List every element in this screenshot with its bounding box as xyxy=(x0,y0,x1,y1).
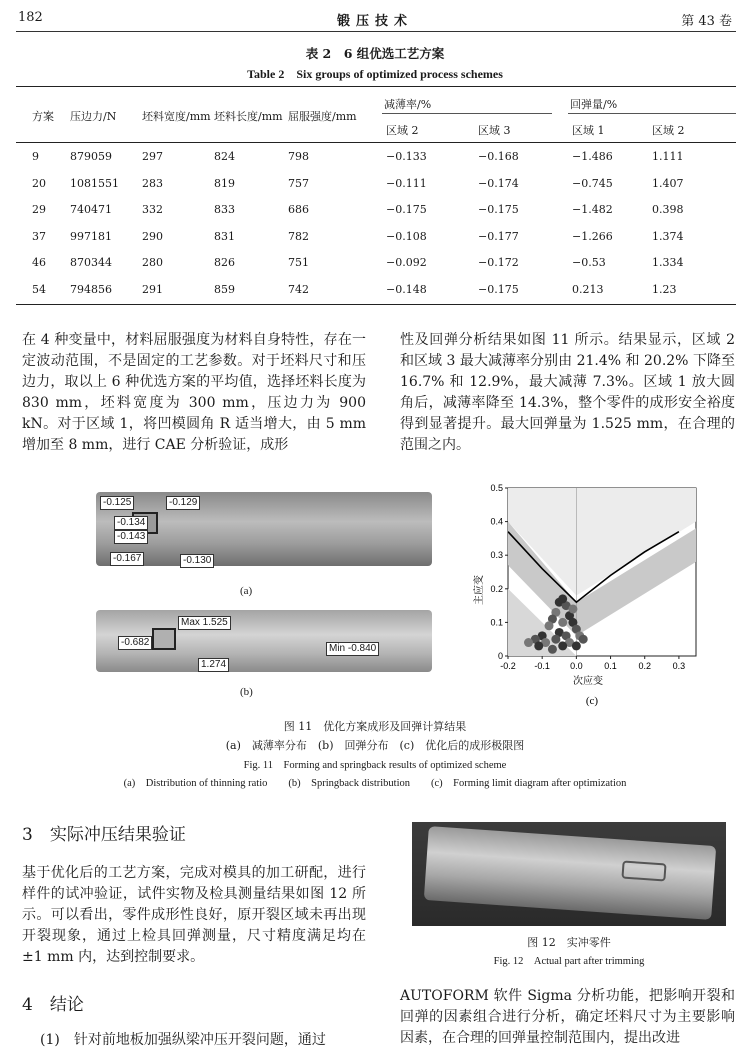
section-4-item-1: (1) 针对前地板加强纵梁冲压开裂问题，通过 xyxy=(40,1032,326,1048)
springback-min-label: Min -0.840 xyxy=(326,642,379,656)
table-cell-length: 831 xyxy=(214,229,235,243)
table-cell-spring-zone1: 0.213 xyxy=(572,282,604,296)
thinning-sub-rule xyxy=(382,113,552,114)
flc-x-tick-label: 0.1 xyxy=(604,661,617,671)
table-cell-force: 997181 xyxy=(70,229,112,243)
table-cell-thin-zone2: −0.175 xyxy=(386,203,427,216)
table-cell-thin-zone2: −0.133 xyxy=(386,150,427,163)
table-cell-force: 740471 xyxy=(70,203,112,216)
figure-11b-label: (b) xyxy=(240,686,253,698)
table-cell-length: 819 xyxy=(214,176,235,190)
table-cell-yield: 686 xyxy=(288,203,309,216)
flc-x-axis-label: 次应变 xyxy=(573,676,603,687)
table-cell-length: 824 xyxy=(214,150,235,163)
table-cell-width: 280 xyxy=(142,256,163,269)
flc-y-tick-label: 0.1 xyxy=(490,617,503,628)
flc-strain-point xyxy=(558,618,567,627)
flc-strain-point xyxy=(558,594,567,603)
table-cell-scheme: 9 xyxy=(32,150,39,163)
table-cell-scheme: 37 xyxy=(32,229,46,243)
section-4-right-text: AUTOFORM 软件 Sigma 分析功能，把影响开裂和回弹的因素组合进行分析，确定坯料尺寸为主要影响因素，在合理的回弹量控制范围内，提出改进 xyxy=(400,988,735,1046)
figure-11b-springback xyxy=(96,610,432,674)
table-cell-spring-zone1: −1.482 xyxy=(572,203,613,216)
figure-11a-label: (a) xyxy=(240,585,253,597)
flc-x-tick-label: 0.3 xyxy=(672,661,686,671)
table-cell-spring-zone2: 1.23 xyxy=(652,282,677,296)
table-cell-thin-zone3: −0.175 xyxy=(478,203,519,216)
table-cell-length: 826 xyxy=(214,256,235,269)
table-cell-force: 879059 xyxy=(70,150,112,163)
flc-strain-point xyxy=(579,635,588,644)
table-cell-spring-zone2: 1.111 xyxy=(652,150,684,163)
table-cell-yield: 751 xyxy=(288,256,309,269)
table-cell-scheme: 46 xyxy=(32,256,46,269)
flc-strain-point xyxy=(572,641,581,650)
table-cell-force: 870344 xyxy=(70,256,112,269)
table-cell-width: 332 xyxy=(142,203,163,216)
figure-11c-label: (c) xyxy=(585,695,599,707)
section-3-title: 3 实际冲压结果验证 xyxy=(22,825,186,845)
flc-y-tick-label: 0 xyxy=(497,651,503,661)
weld-nut-box-b xyxy=(152,628,176,650)
table-row xyxy=(16,203,736,223)
springback-bottom-label: 1.274 xyxy=(198,658,229,672)
table-bottom-rule xyxy=(16,304,736,305)
table-header-length: 坯料长度/mm xyxy=(214,110,283,123)
flc-y-axis-label: 主应变 xyxy=(474,575,485,605)
flc-strain-point xyxy=(534,641,543,650)
table-cell-force: 794856 xyxy=(70,282,112,296)
figure-11-subcaption-en: (a) Distribution of thinning ratio (b) Springback distribution (c) Forming limit diagram after optimization xyxy=(123,778,627,789)
table-top-rule xyxy=(16,86,736,87)
table-cell-thin-zone3: −0.175 xyxy=(478,282,519,296)
table-cell-thin-zone3: −0.168 xyxy=(478,150,519,163)
table-cell-spring-zone2: 1.334 xyxy=(652,256,684,269)
section-4-title: 4 结论 xyxy=(22,995,84,1015)
flc-x-tick-label: 0.0 xyxy=(570,661,583,671)
flc-y-tick-label: 0.5 xyxy=(490,483,503,493)
table-sub-header-zone2b: 区域 2 xyxy=(652,124,685,137)
table-row xyxy=(16,230,736,250)
table-cell-scheme: 20 xyxy=(32,176,46,190)
table-sub-header-zone3: 区域 3 xyxy=(478,124,511,137)
table-caption-cn: 表 2 6 组优选工艺方案 xyxy=(305,46,445,61)
table-cell-width: 290 xyxy=(142,229,163,243)
flc-y-tick-label: 0.4 xyxy=(490,516,503,527)
table-header-springback: 回弹量/% xyxy=(570,98,618,111)
thinning-label-4: -0.143 xyxy=(114,530,148,544)
table-row xyxy=(16,177,736,197)
page-number: 182 xyxy=(18,10,43,25)
thinning-label-6: -0.130 xyxy=(180,554,214,568)
part-feature xyxy=(621,860,666,881)
table-cell-spring-zone1: −0.53 xyxy=(572,256,606,269)
table-header-yield: 屈服强度/mm xyxy=(288,110,357,123)
table-cell-width: 283 xyxy=(142,176,163,190)
springback-left-label: -0.682 xyxy=(118,636,152,650)
flc-strain-point xyxy=(548,645,557,654)
table-cell-width: 291 xyxy=(142,282,163,296)
figure-12-photo xyxy=(412,822,726,926)
table-cell-length: 833 xyxy=(214,203,235,216)
header-rule xyxy=(16,31,736,32)
table-header-scheme: 方案 xyxy=(32,110,54,123)
table-cell-yield: 782 xyxy=(288,229,309,243)
table-cell-spring-zone1: −1.266 xyxy=(572,229,613,243)
table-cell-length: 859 xyxy=(214,282,235,296)
table-header-thinning: 减薄率/% xyxy=(384,98,432,111)
flc-plot-area xyxy=(490,483,696,671)
table-header-rule xyxy=(16,142,736,143)
table-cell-yield: 742 xyxy=(288,282,309,296)
table-sub-header-zone1: 区域 1 xyxy=(572,124,605,137)
volume-number: 第 43 卷 xyxy=(681,14,732,29)
flc-x-tick-label: 0.2 xyxy=(638,661,651,671)
table-row xyxy=(16,283,736,303)
flc-y-tick-label: 0.2 xyxy=(490,583,503,594)
thinning-label-2: -0.129 xyxy=(166,496,200,510)
table-header-width: 坯料宽度/mm xyxy=(142,110,211,123)
section-3-text: 基于优化后的工艺方案，完成对模具的加工研配，进行样件的试冲验证，试件实物及检具测量结果如图 12 所示。可以看出，零件成形性良好，原开裂区域未再出现开裂现象，通过上检具回弹测量，尺寸精度满足均在 ±1 mm 内，达到控制要求。 xyxy=(22,865,366,965)
table-cell-thin-zone3: −0.177 xyxy=(478,229,519,243)
figure-12-caption-en: Fig. 12 Actual part after trimming xyxy=(493,956,645,967)
figure-11-subcaption-cn: (a) 减薄率分布 (b) 回弹分布 (c) 优化后的成形极限图 xyxy=(225,739,525,752)
flc-strain-point xyxy=(568,604,577,613)
table-caption-en: Table 2 Six groups of optimized process schemes xyxy=(247,67,503,81)
paragraph-right-1: 性及回弹分析结果如图 11 所示。结果显示，区域 2 和区域 3 最大减薄率分别由 21.4% 和 20.2% 下降至 16.7% 和 12.9%，最大减薄 7.3%。区域 1 放大圆角后，减薄率降至 14.3%，整个零件的成形安全裕度得到显著提升。最大回弹量为 1.525 mm，在合理的范围之内。 xyxy=(400,332,735,453)
table-cell-width: 297 xyxy=(142,150,163,163)
springback-sub-rule xyxy=(568,113,736,114)
springback-max-label: Max 1.525 xyxy=(178,616,231,630)
table-cell-thin-zone2: −0.148 xyxy=(386,282,427,296)
thinning-label-5: -0.167 xyxy=(110,552,144,566)
flc-strain-point xyxy=(545,621,554,630)
figure-11-caption-en: Fig. 11 Forming and springback results of optimized scheme xyxy=(243,760,507,771)
figure-11a-thinning xyxy=(96,488,432,568)
table-cell-thin-zone3: −0.172 xyxy=(478,256,519,269)
table-sub-header-zone2a: 区域 2 xyxy=(386,124,419,137)
table-row xyxy=(16,256,736,276)
journal-name: 锻压技术 xyxy=(336,14,413,29)
table-row xyxy=(16,150,736,170)
running-header xyxy=(0,8,750,32)
table-cell-yield: 757 xyxy=(288,176,309,190)
table-cell-scheme: 54 xyxy=(32,282,46,296)
table-cell-spring-zone2: 1.407 xyxy=(652,176,684,190)
flc-x-tick-label: -0.2 xyxy=(500,661,516,671)
table-cell-thin-zone3: −0.174 xyxy=(478,176,519,190)
flc-y-tick-label: 0.3 xyxy=(490,550,503,561)
figure-11c-forming-limit-diagram xyxy=(468,478,708,710)
table-cell-spring-zone2: 0.398 xyxy=(652,203,684,216)
flc-strain-point xyxy=(558,641,567,650)
flc-strain-point xyxy=(524,638,533,647)
stamped-part xyxy=(424,826,716,920)
flc-x-tick-label: -0.1 xyxy=(534,661,550,671)
table-cell-spring-zone2: 1.374 xyxy=(652,229,684,243)
table-cell-scheme: 29 xyxy=(32,203,46,216)
table-cell-force: 1081551 xyxy=(70,176,119,190)
paragraph-left-1: 在 4 种变量中，材料屈服强度为材料自身特性，存在一定波动范围，不是固定的工艺参数。对于坯料尺寸和压边力，取以上 6 种优选方案的平均值，选择坯料长度为 830 mm，坯料宽度为 300 mm，压边力为 900 kN。对于区域 1，将凹模圆角 R 适当增大，由 5 mm 增加至 8 mm，进行 CAE 分析验证，成形 xyxy=(22,332,366,453)
thinning-label-3: -0.134 xyxy=(114,516,148,530)
table-cell-spring-zone1: −0.745 xyxy=(572,176,613,190)
table-cell-thin-zone2: −0.092 xyxy=(386,256,427,269)
table-cell-spring-zone1: −1.486 xyxy=(572,150,613,163)
table-header-force: 压边力/N xyxy=(70,110,117,123)
figure-11-caption-cn: 图 11 优化方案成形及回弹计算结果 xyxy=(283,720,467,733)
thinning-label-1: -0.125 xyxy=(100,496,134,510)
flc-strain-point xyxy=(551,635,560,644)
table-cell-thin-zone2: −0.111 xyxy=(386,176,427,190)
figure-12-caption-cn: 图 12 实冲零件 xyxy=(527,936,611,949)
table-cell-yield: 798 xyxy=(288,150,309,163)
table-cell-thin-zone2: −0.108 xyxy=(386,229,427,243)
